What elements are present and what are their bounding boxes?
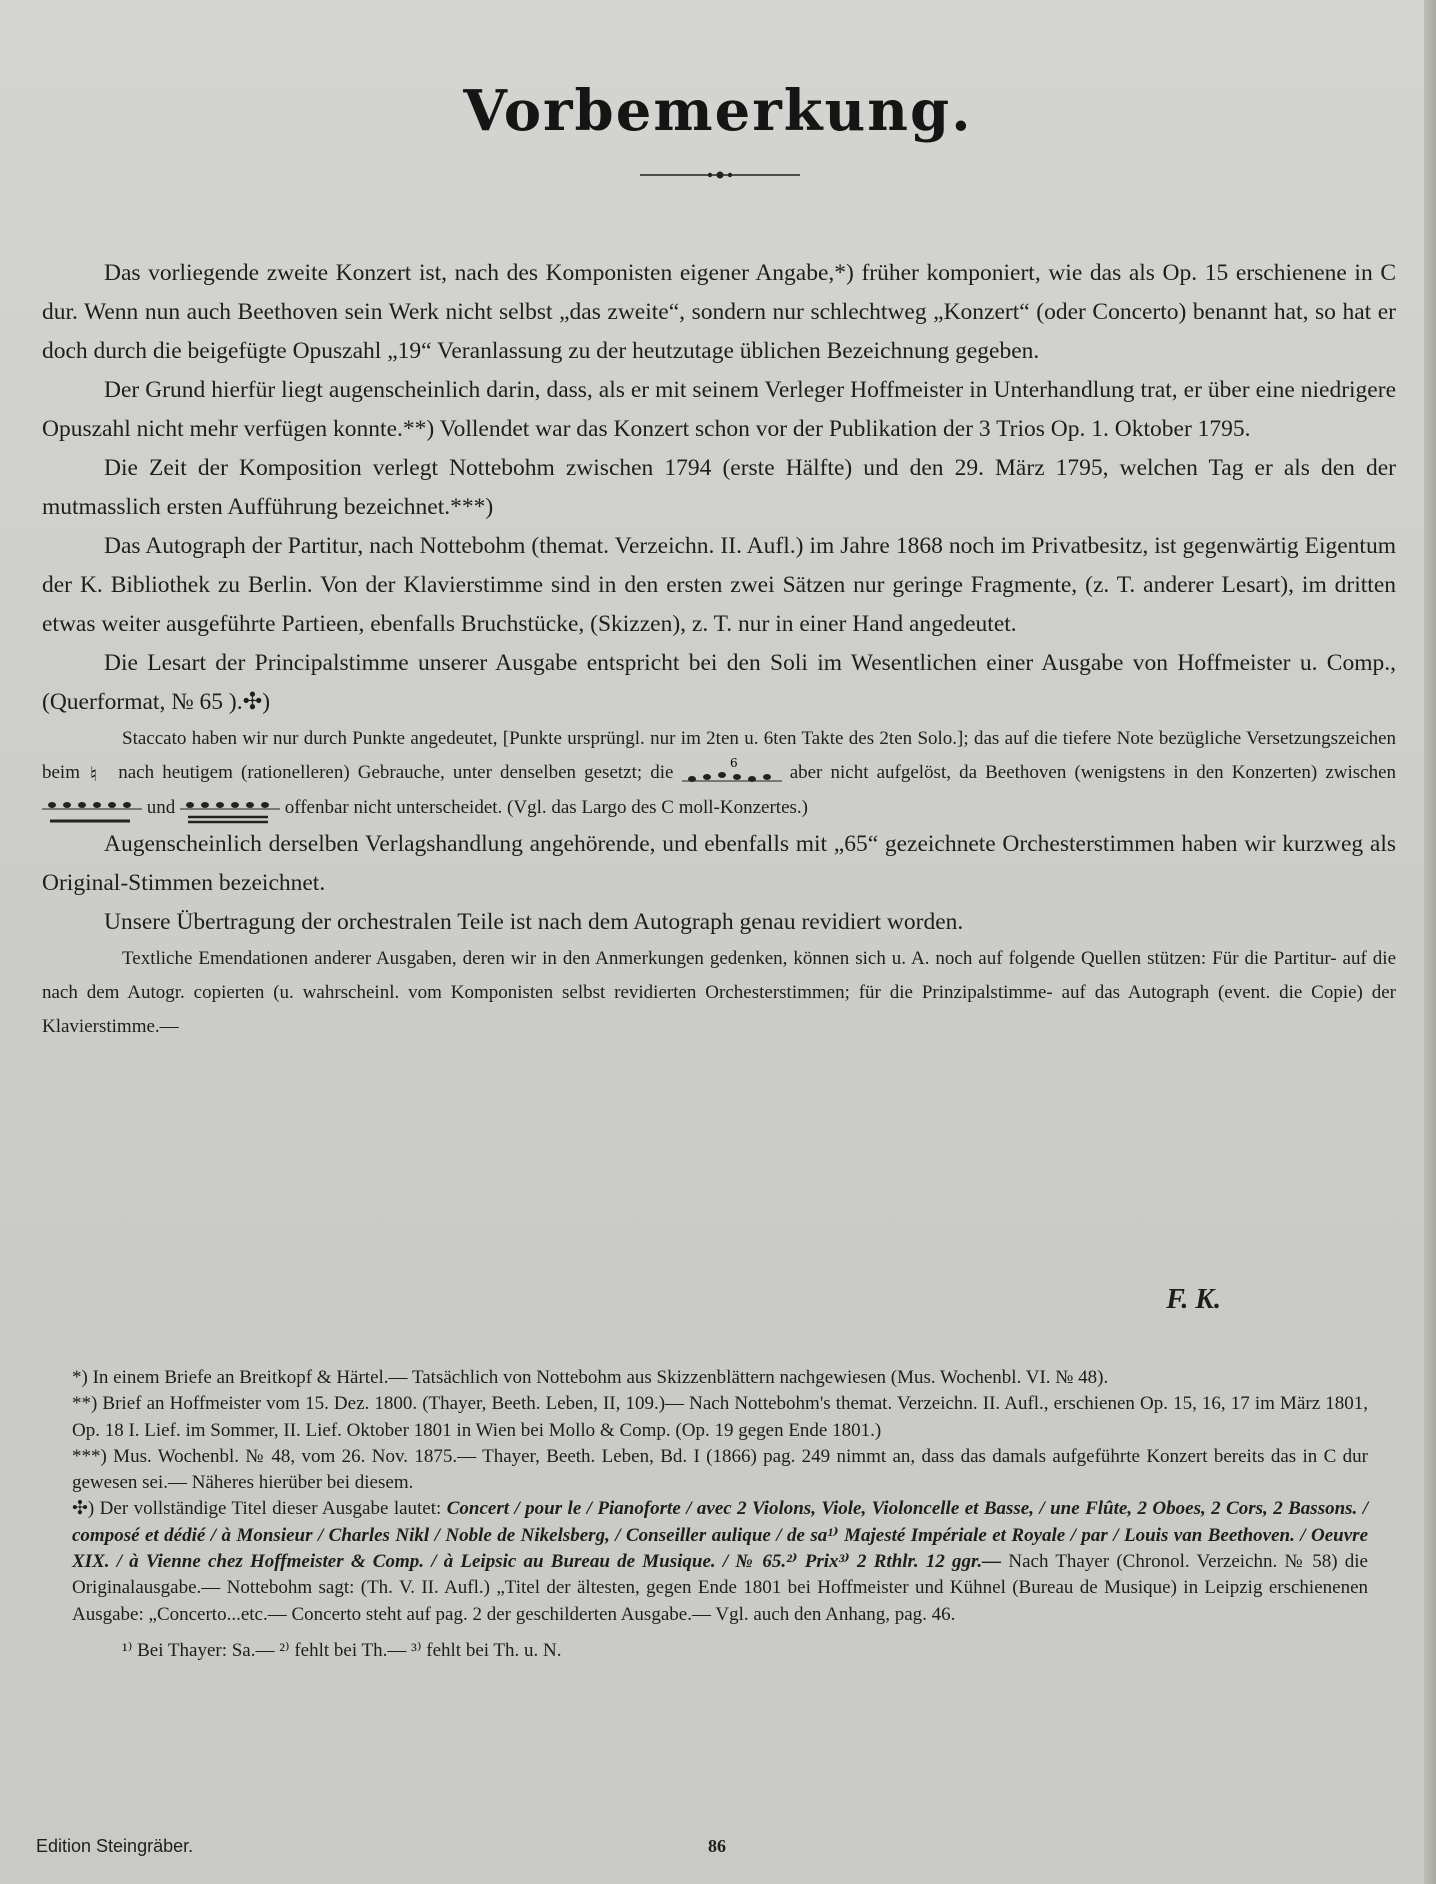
page-number: 86 [708,1836,726,1856]
staccato-text: nach heutigem (rationelleren) Gebrauche, unter denselben gesetzt; die [118,762,674,783]
publisher: Edition Steingräber. [36,1836,194,1856]
paragraph: Die Zeit der Komposition verlegt Nottebohm zwischen 1794 (erste Hälfte) und den 29. März 1795, welchen Tag er als den der mutmasslich ersten Aufführung bezeichnet.***) [42,455,1396,520]
footnote-title-quote: Concert / pour le / Pianoforte / avec 2 Violons, Viole, Violoncelle et Basse, / une Flûte, 2 Oboes, 2 Cors, 2 Bassons. / composé et dédié / à Monsieur / Charles Nikl / Noble de Nikelsberg, / Conseiller aulique / de sa¹⁾ Majesté Impériale et Royale / par / Louis van Beethoven. / Oeuvre XIX. / à Vienne chez Hoffmeister & Comp. / à Leipsic au Bureau de Musique. / № 65.²⁾ Prix³⁾ 2 Rthlr. 12 ggr.— [72,1498,1369,1573]
staccato-text: Staccato haben wir nur durch Punkte angedeutet, [Punkte ursprüngl. nur im 2ten u. 6ten Takte des 2ten Solo.]; das auf die tiefere Note bezügliche Versetzungszeichen beim [42,728,1396,783]
natural-sign-icon [88,757,110,791]
staccato-text: aber nicht aufgelöst, da Beethoven (wenigstens in den Konzerten) zwischen [789,762,1397,783]
paragraph: Das vorliegende zweite Konzert ist, nach des Komponisten eigener Angabe,*) früher komponiert, wie das als Op. 15 erschienene in C dur. Wenn nun auch Beethoven sein Werk nicht selbst „das zweite“, sondern nur schlechtweg „Konzert“ (oder Concerto) benannt hat, so hat er doch durch die beigefügte Opuszahl „19“ Veranlassung zu der heutzutage üblichen Bezeichnung gegeben. [42,260,1396,364]
footnotes [72,1365,1368,1664]
emendation-note: Textliche Emendationen anderer Ausgaben, deren wir in den Anmerkungen gedenken, können sich u. A. noch auf folgende Quellen stützen: Für die Partitur- auf die nach dem Autogr. copierten (u. wahrscheinl. vom Komponisten selbst revidierten Orchesterstimmen; für die Prinzipalstimme- auf das Autograph (event. die Copie) der Klavierstimme.— [42,948,1396,1038]
footnote-title-lead: ✣) Der vollständige Titel dieser Ausgabe lautet: [72,1498,442,1520]
music-notes-icon [42,791,142,825]
signature: F. K. [1166,1284,1221,1315]
page-edge [1424,0,1436,1884]
title-ornament-icon [640,170,800,180]
sub-footnotes: ¹⁾ Bei Thayer: Sa.— ²⁾ fehlt bei Th.— ³⁾ fehlt bei Th. u. N. [122,1639,562,1661]
svg-text:♮: ♮ [90,761,98,786]
paragraph: Das Autograph der Partitur, nach Nottebohm (themat. Verzeichn. II. Aufl.) im Jahre 1868 noch im Privatbesitz, ist gegenwärtig Eigentum der K. Bibliothek zu Berlin. Von der Klavierstimme sind in den ersten zwei Sätzen nur geringe Fragmente, (z. T. anderer Lesart), im dritten etwas weiter ausgeführte Partieen, ebenfalls Bruchstücke, (Skizzen), z. T. nur in einer Hand angedeutet. [42,533,1396,637]
footnote: *) In einem Briefe an Breitkopf & Härtel.— Tatsächlich von Nottebohm aus Skizzenblättern nachgewiesen (Mus. Wochenbl. VI. № 48). [72,1367,1109,1388]
footnote-title-rest: Nach Thayer (Chronol. Verzeichn. № 58) die Originalausgabe.— Nottebohm sagt: (Th. V. II. Aufl.) „Titel der ältesten, gegen Ende 1801 bei Hoffmeister und Kühnel (Bureau de Musique) in Leipzig erschienenen Ausgabe: „Concerto...etc.— Concerto steht auf pag. 2 der geschilderten Ausgabe.— Vgl. auch den Anhang, pag. 46. [72,1551,1368,1625]
footnote: **) Brief an Hoffmeister vom 15. Dez. 1800. (Thayer, Beeth. Leben, II, 109.)— Nach Nottebohm's themat. Verzeichn. II. Aufl., erschienen Op. 15, 16, 17 im März 1801, Op. 18 I. Lief. im Sommer, II. Lief. Oktober 1801 in Wien bei Mollo & Comp. (Op. 19 gegen Ende 1801.) [72,1393,1368,1441]
music-notes-icon [682,757,782,791]
footnote: ***) Mus. Wochenbl. № 48, vom 26. Nov. 1875.— Thayer, Beeth. Leben, Bd. I (1866) pag. 249 nimmt an, dass das damals aufgeführte Konzert bereits das in C dur gewesen sei.— Näheres hierüber bei diesem. [72,1445,1368,1494]
paragraph: Der Grund hierfür liegt augenscheinlich darin, dass, als er mit seinem Verleger Hoffmeister in Unterhandlung trat, er über eine niedrigere Opuszahl nicht mehr verfügen konnte.**) Vollendet war das Konzert schon vor der Publikation der 3 Trios Op. 1. Oktober 1795. [42,377,1396,442]
music-notes-beamed-icon [180,791,280,825]
staccato-text: und [146,796,176,818]
staccato-text: offenbar nicht unterscheidet. (Vgl. das Largo des C moll-Konzertes.) [284,796,808,818]
paragraph: Unsere Übertragung der orchestralen Teile ist nach dem Autograph genau revidiert worden. [104,909,964,936]
page-title: Vorbemerkung. [463,78,973,144]
paragraph: Die Lesart der Principalstimme unserer Ausgabe entspricht bei den Soli im Wesentlichen einer Ausgabe von Hoffmeister u. Comp., (Querformat, № 65 ).✣) [42,650,1396,715]
paragraph: Augenscheinlich derselben Verlagshandlung angehörende, und ebenfalls mit „65“ gezeichnete Orchesterstimmen haben wir kurzweg als Original-Stimmen bezeichnet. [42,831,1396,897]
footnote-title [72,1496,1368,1627]
staccato-note [42,722,1396,825]
svg-text:6: 6 [729,756,738,770]
body-text [42,254,1396,1044]
